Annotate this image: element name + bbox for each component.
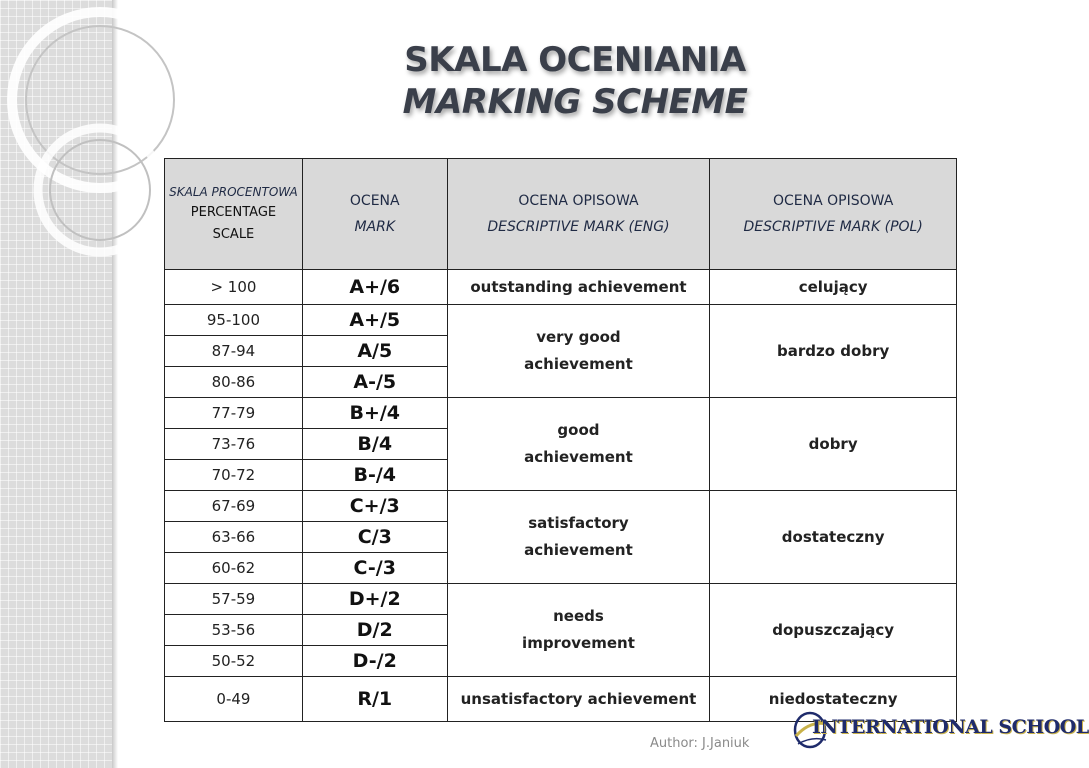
desc-pol-cell: dostateczny [710,491,957,584]
desc-pol-cell: niedostateczny [710,677,957,722]
desc-eng-line1: satisfactory [528,514,629,532]
header-desc-eng-pl: OCENA OPISOWA [518,193,639,209]
mark-cell: A-/5 [302,367,447,398]
header-percentage [165,159,303,270]
desc-eng-cell [447,584,710,677]
percentage-cell: 63-66 [165,522,303,553]
header-desc-pol [710,159,957,270]
mark-cell: C-/3 [302,553,447,584]
desc-eng-cell [447,491,710,584]
mark-cell: D+/2 [302,584,447,615]
desc-pol-cell: celujący [710,270,957,305]
mark-cell: B+/4 [302,398,447,429]
header-mark-en: MARK [354,219,396,235]
desc-eng-cell [447,305,710,398]
desc-pol-cell: dobry [710,398,957,491]
percentage-cell: 87-94 [165,336,303,367]
title-polish: SKALA OCENIANIA [404,40,746,80]
marking-scheme-table [164,158,957,722]
author-credit: Author: J.Janiuk [650,736,750,751]
table-row [165,270,957,305]
mark-cell: C/3 [302,522,447,553]
table-header-row [165,159,957,270]
percentage-cell: 70-72 [165,460,303,491]
desc-eng-cell [447,398,710,491]
header-mark [302,159,447,270]
logo-text: INTERNATIONAL SCHOOL [812,716,1089,738]
mark-cell: C+/3 [302,491,447,522]
percentage-cell: 50-52 [165,646,303,677]
desc-eng-line2: improvement [522,634,635,652]
title-english: MARKING SCHEME [402,82,748,122]
slide-title [300,40,850,124]
header-desc-pol-pl: OCENA OPISOWA [772,193,894,209]
table-row [165,305,957,336]
mark-cell: B/4 [302,429,447,460]
desc-eng-line1: good [557,421,600,439]
mark-cell: A/5 [302,336,447,367]
header-mark-pl: OCENA [349,193,400,209]
table-row [165,398,957,429]
desc-eng-cell: outstanding achievement [447,270,710,305]
mark-cell: D-/2 [302,646,447,677]
percentage-cell: 53-56 [165,615,303,646]
percentage-cell: 95-100 [165,305,303,336]
mark-cell: A+/5 [302,305,447,336]
desc-pol-cell: bardzo dobry [710,305,957,398]
desc-pol-cell: dopuszczający [710,584,957,677]
percentage-cell: 77-79 [165,398,303,429]
percentage-cell: 57-59 [165,584,303,615]
mark-cell: A+/6 [302,270,447,305]
desc-eng-cell: unsatisfactory achievement [447,677,710,722]
desc-eng-line2: achievement [524,541,633,559]
mark-cell: B-/4 [302,460,447,491]
percentage-cell: 73-76 [165,429,303,460]
school-logo [790,706,1089,752]
percentage-cell: > 100 [165,270,303,305]
header-percentage-en: PERCENTAGE SCALE [190,205,277,242]
header-desc-eng-en: DESCRIPTIVE MARK (ENG) [487,219,670,235]
desc-eng-line1: needs [553,607,604,625]
percentage-cell: 67-69 [165,491,303,522]
percentage-cell: 60-62 [165,553,303,584]
table-row [165,491,957,522]
header-desc-eng [447,159,710,270]
mark-cell: R/1 [302,677,447,722]
table-row [165,584,957,615]
percentage-cell: 0-49 [165,677,303,722]
header-percentage-pl: SKALA PROCENTOWA [169,185,298,199]
desc-eng-line2: achievement [524,448,633,466]
desc-eng-line2: achievement [524,355,633,373]
mark-cell: D/2 [302,615,447,646]
header-desc-pol-en: DESCRIPTIVE MARK (POL) [743,219,923,235]
percentage-cell: 80-86 [165,367,303,398]
desc-eng-line1: very good [536,328,621,346]
